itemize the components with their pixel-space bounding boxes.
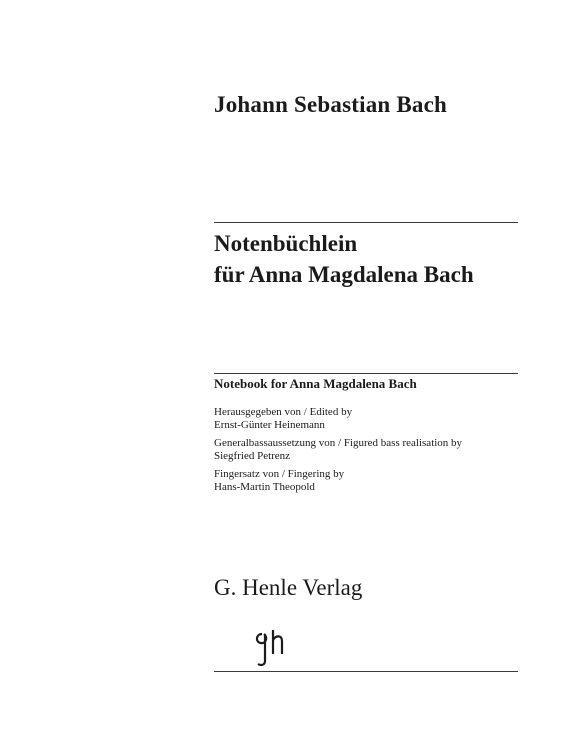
divider-middle	[214, 373, 518, 374]
credit-name: Ernst-Günter Heinemann	[214, 419, 325, 431]
english-subtitle: Notebook for Anna Magdalena Bach	[214, 376, 417, 391]
credit-role: Herausgegeben von / Edited by	[214, 406, 353, 418]
credit-fingering	[214, 468, 462, 494]
credit-role: Fingersatz von / Fingering by	[214, 468, 345, 480]
credits-block	[214, 406, 462, 499]
title-line-1: Notenbüchlein	[214, 231, 358, 256]
credit-name: Siegfried Petrenz	[214, 450, 291, 462]
title-block	[214, 228, 474, 290]
publisher-name: G. Henle Verlag	[214, 575, 363, 600]
henle-monogram-logo	[246, 628, 302, 668]
credit-figured-bass	[214, 437, 462, 463]
composer-name: Johann Sebastian Bach	[214, 92, 447, 117]
credit-editor	[214, 406, 462, 432]
credit-name: Hans-Martin Theopold	[214, 481, 315, 493]
title-line-2: für Anna Magdalena Bach	[214, 262, 474, 287]
credit-role: Generalbassaussetzung von / Figured bass realisation by	[214, 437, 463, 449]
divider-bottom	[214, 671, 518, 672]
divider-top	[214, 222, 518, 223]
